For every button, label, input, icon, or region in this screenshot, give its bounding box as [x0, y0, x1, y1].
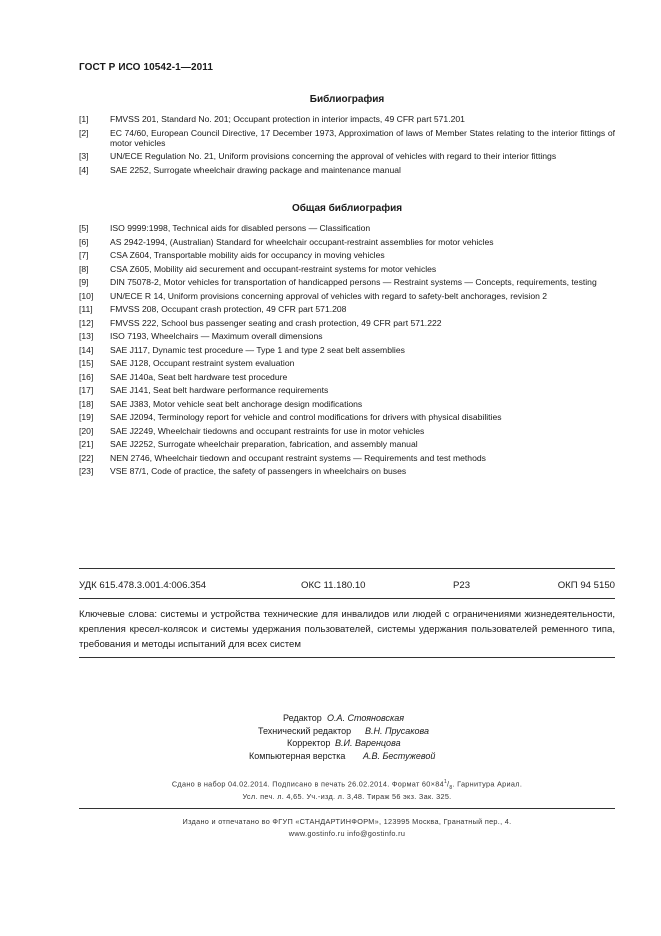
entry-text: SAE J141, Seat belt hardware performance requirements [110, 385, 329, 395]
general-bibliography-list [79, 223, 615, 480]
entry-number: [1] [79, 114, 89, 124]
bibliography-entry [79, 426, 615, 436]
entry-number: [6] [79, 236, 89, 247]
editor-role: Редактор [283, 713, 322, 723]
entry-text: SAE J383, Motor vehicle seat belt anchorage design modifications [110, 398, 363, 409]
entry-number: [7] [79, 250, 89, 260]
bibliography-entry [79, 237, 615, 247]
print-details-line: Сдано в набор 04.02.2014. Подписано в печать 26.02.2014. Формат $60\times 84^1/_8$. Гарнитура Ариал. [171, 779, 523, 791]
divider-middle [79, 598, 615, 599]
editor-name: В.И. Варенцова [335, 738, 401, 749]
bibliography-entry [79, 358, 615, 368]
entry-text: AS 2942-1994, (Australian) Standard for wheelchair occupant-restraint assemblies for motor vehicles [110, 236, 494, 247]
entry-number: [9] [79, 277, 89, 287]
editor-name: А.В. Бестужевой [363, 750, 436, 761]
okp-code: ОКП 94 5150 [557, 580, 615, 591]
entry-text: ISO 7193, Wheelchairs — Maximum overall dimensions [110, 331, 323, 341]
entry-number: [14] [79, 344, 94, 355]
divider-bottom [79, 657, 615, 658]
entry-text: UN/ECE R 14, Uniform provisions concerning approval of vehicles with regard to safety-belt anchorages, revision 2 [110, 290, 548, 301]
entry-text: CSA Z605, Mobility aid securement and occupant-restraint systems for motor vehicles [110, 263, 437, 274]
bibliography-entry [79, 345, 615, 355]
bibliography-entry [79, 128, 615, 148]
bibliography-entry [79, 466, 615, 476]
entry-number: [12] [79, 317, 94, 328]
bibliography-entry [79, 291, 615, 301]
bibliography-entry [79, 412, 615, 422]
editor-line [0, 712, 661, 725]
entry-text: SAE J2249, Wheelchair tiedowns and occupant restraints for use in motor vehicles [110, 425, 425, 436]
keywords: Ключевые слова: системы и устройства технические для инвалидов или людей с ограничениями жизнедеятельности, крепления кресел-колясок и системы удержания пользователей, системы удержания пользователей ременного типа, требования и методы испытаний для всех систем [79, 609, 615, 650]
editors-block [0, 712, 661, 762]
editor-role: Технический редактор [258, 725, 352, 736]
bibliography-entry [79, 453, 615, 463]
entry-number: [13] [79, 331, 94, 341]
entry-number: [8] [79, 263, 89, 274]
editor-name: О.А. Стояновская [327, 713, 405, 723]
entry-text: SAE J140a, Seat belt hardware test procedure [110, 371, 288, 382]
entry-number: [19] [79, 412, 94, 422]
entry-number: [15] [79, 358, 94, 368]
bibliography-entry [79, 250, 615, 260]
entry-text: VSE 87/1, Code of practice, the safety of passengers in wheelchairs on buses [110, 466, 407, 476]
entry-text: ISO 9999:1998, Technical aids for disabled persons — Classification [110, 223, 371, 233]
bibliography-entry [79, 372, 615, 382]
bibliography-entry [79, 165, 615, 175]
editor-line [0, 750, 661, 763]
entry-number: [2] [79, 127, 89, 138]
entry-number: [10] [79, 290, 94, 301]
publisher-line: Издано и отпечатано во ФГУП «СТАНДАРТИНФОРМ», 123995 Москва, Гранатный пер., 4. [182, 817, 512, 826]
entry-number: [18] [79, 398, 94, 409]
entry-number: [20] [79, 425, 94, 436]
entry-number: [5] [79, 223, 89, 233]
entry-text: CSA Z604, Transportable mobility aids for occupancy in moving vehicles [110, 250, 385, 260]
entry-text: FMVSS 222, School bus passenger seating and crash protection, 49 CFR part 571.222 [110, 317, 442, 328]
bibliography-entry [79, 114, 615, 124]
entry-text: SAE J128, Occupant restraint system evaluation [110, 358, 295, 368]
entry-number: [4] [79, 164, 89, 175]
bibliography-entry [79, 277, 615, 287]
entry-text: SAE 2252, Surrogate wheelchair drawing package and maintenance manual [110, 164, 401, 175]
print-volume-line: Усл. печ. л. 4,65. Уч.-изд. л. 3,48. Тираж 56 экз. Зак. 325. [242, 792, 452, 801]
bibliography-list [79, 114, 615, 178]
divider-imprint [79, 808, 615, 809]
bibliography-entry [79, 151, 615, 161]
bibliography-entry [79, 331, 615, 341]
editor-line [0, 737, 661, 750]
bibliography-title: Библиография [309, 94, 385, 105]
bibliography-entry [79, 439, 615, 449]
bibliography-entry [79, 264, 615, 274]
editor-role: Компьютерная верстка [249, 750, 346, 761]
entry-number: [3] [79, 151, 89, 161]
udk-code: УДК 615.478.3.001.4:006.354 [79, 580, 207, 591]
entry-text: FMVSS 201, Standard No. 201; Occupant protection in interior impacts, 49 CFR part 571.201 [110, 114, 465, 124]
divider-top [79, 568, 615, 569]
entry-text: UN/ECE Regulation No. 21, Uniform provisions concerning the approval of vehicles with regard to their interior fittings [110, 151, 557, 161]
bibliography-entry [79, 304, 615, 314]
editor-line [0, 725, 661, 738]
document-code: ГОСТ Р ИСО 10542-1—2011 [79, 62, 214, 73]
bibliography-entry [79, 399, 615, 409]
entry-number: [11] [79, 304, 93, 314]
entry-number: [17] [79, 385, 94, 395]
entry-text: NEN 2746, Wheelchair tiedown and occupant restraint systems — Requirements and test methods [110, 452, 486, 463]
oks-code: ОКС 11.180.10 [301, 580, 366, 591]
entry-text: DIN 75078-2, Motor vehicles for transportation of handicapped persons — Restraint systems — Concepts, requirements, testing [110, 277, 597, 287]
entry-text: SAE J117, Dynamic test procedure — Type 1 and type 2 seat belt assemblies [110, 344, 405, 355]
editor-name: В.Н. Прусакова [365, 725, 429, 736]
entry-number: [22] [79, 452, 94, 463]
entry-number: [23] [79, 466, 94, 476]
entry-text: EC 74/60, European Council Directive, 17 December 1973, Approximation of laws of Member States relating to the interior fittings of motor vehicles [110, 127, 615, 148]
general-bibliography-title: Общая библиография [291, 203, 403, 214]
entry-number: [21] [79, 439, 94, 449]
editor-role: Корректор [287, 738, 331, 749]
entry-text: FMVSS 208, Occupant crash protection, 49 CFR part 571.208 [110, 304, 347, 314]
bibliography-entry [79, 318, 615, 328]
bibliography-entry [79, 385, 615, 395]
entry-text: SAE J2252, Surrogate wheelchair preparation, fabrication, and assembly manual [110, 439, 418, 449]
classification-codes [79, 580, 615, 594]
publisher-contacts: www.gostinfo.ru info@gostinfo.ru [288, 829, 406, 838]
entry-text: SAE J2094, Terminology report for vehicle and control modifications for drivers with physical disabilities [110, 412, 502, 422]
r-code: Р23 [453, 580, 471, 591]
entry-number: [16] [79, 371, 94, 382]
bibliography-entry [79, 223, 615, 233]
